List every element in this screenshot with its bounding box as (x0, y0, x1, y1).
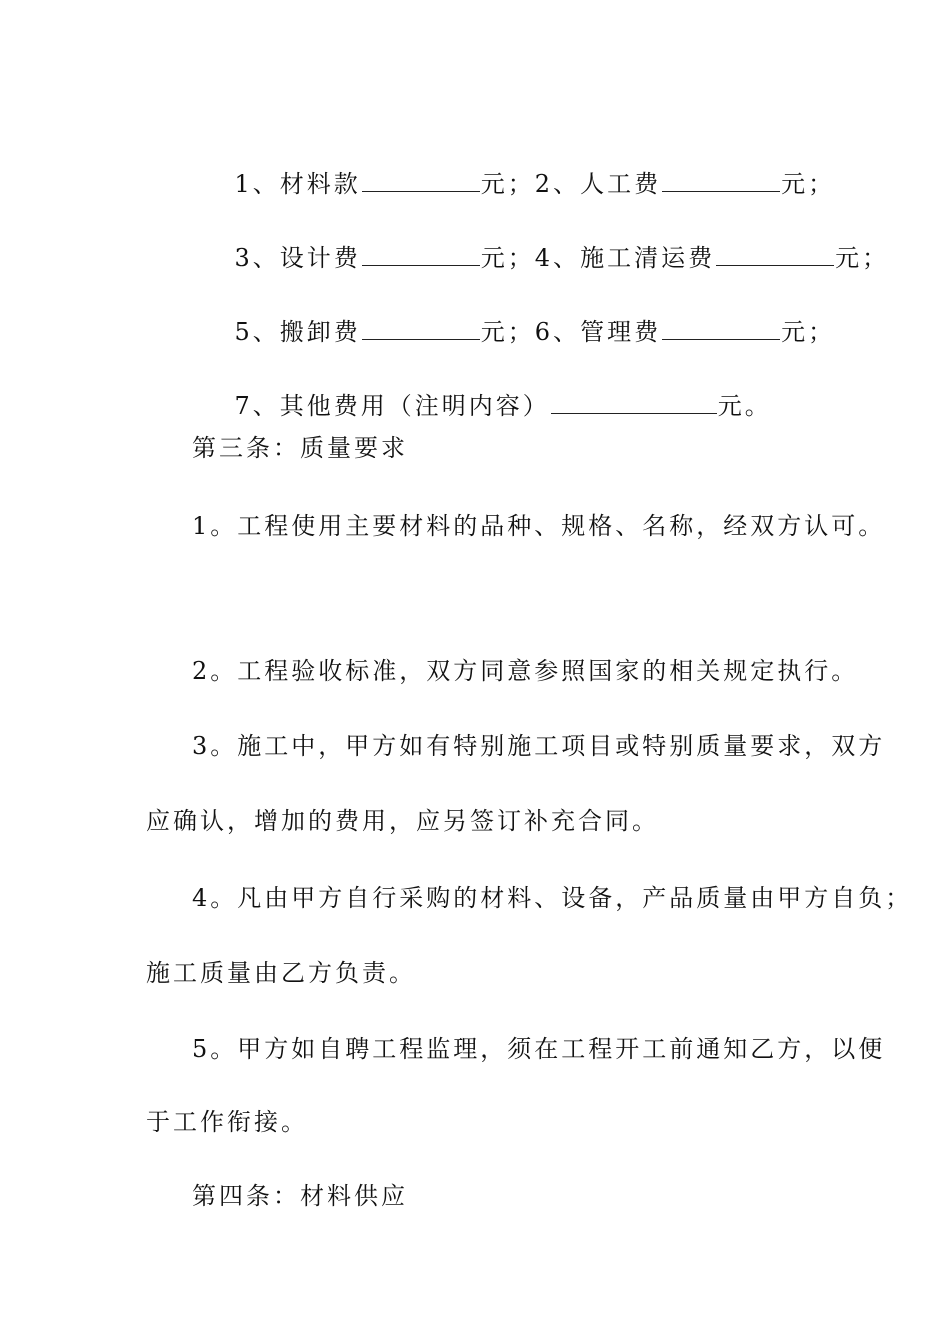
article-3-item-5-line-1: 5。甲方如自聘工程监理，须在工程开工前通知乙方，以便 (192, 1035, 886, 1063)
fee-line-1-text-b: 元；2、人工费 (480, 170, 662, 198)
article-3-item-4-line-1: 4。凡由甲方自行采购的材料、设备，产品质量由甲方自负； (192, 884, 913, 912)
fee-line-2-text-b: 元；4、施工清运费 (480, 244, 716, 272)
fee-line-4-text-a: 7、其他费用（注明内容） (234, 392, 550, 420)
article-3-item-2: 2。工程验收标准，双方同意参照国家的相关规定执行。 (192, 657, 859, 685)
fee-line-3-text-b: 元；6、管理费 (480, 318, 662, 346)
fee-line-2-text-a: 3、设计费 (234, 244, 361, 272)
article-3-item-4-line-2: 施工质量由乙方负责。 (146, 959, 416, 987)
article-3-item-3-line-1: 3。施工中，甲方如有特别施工项目或特别质量要求，双方 (192, 732, 886, 760)
fee-blank (551, 391, 717, 414)
article-3-heading: 第三条：质量要求 (192, 434, 408, 462)
fee-blank (662, 317, 780, 340)
fee-line-1-text-a: 1、材料款 (234, 170, 361, 198)
article-3-item-1: 1。工程使用主要材料的品种、规格、名称，经双方认可。 (192, 512, 886, 540)
fee-blank (362, 317, 480, 340)
article-3-item-5-line-2: 于工作衔接。 (146, 1108, 308, 1136)
article-3-item-3-line-2: 应确认，增加的费用，应另签订补充合同。 (146, 807, 659, 835)
fee-line-1-text-c: 元； (781, 170, 836, 198)
fee-line-3-text-c: 元； (781, 318, 836, 346)
article-4-heading: 第四条：材料供应 (192, 1182, 408, 1210)
fee-blank (362, 243, 480, 266)
fee-line-3-text-a: 5、搬卸费 (234, 318, 361, 346)
fee-blank (716, 243, 834, 266)
fee-line-4-text-b: 元。 (717, 392, 772, 420)
fee-line-2-text-c: 元； (835, 244, 890, 272)
fee-blank (662, 169, 780, 192)
fee-blank (362, 169, 480, 192)
